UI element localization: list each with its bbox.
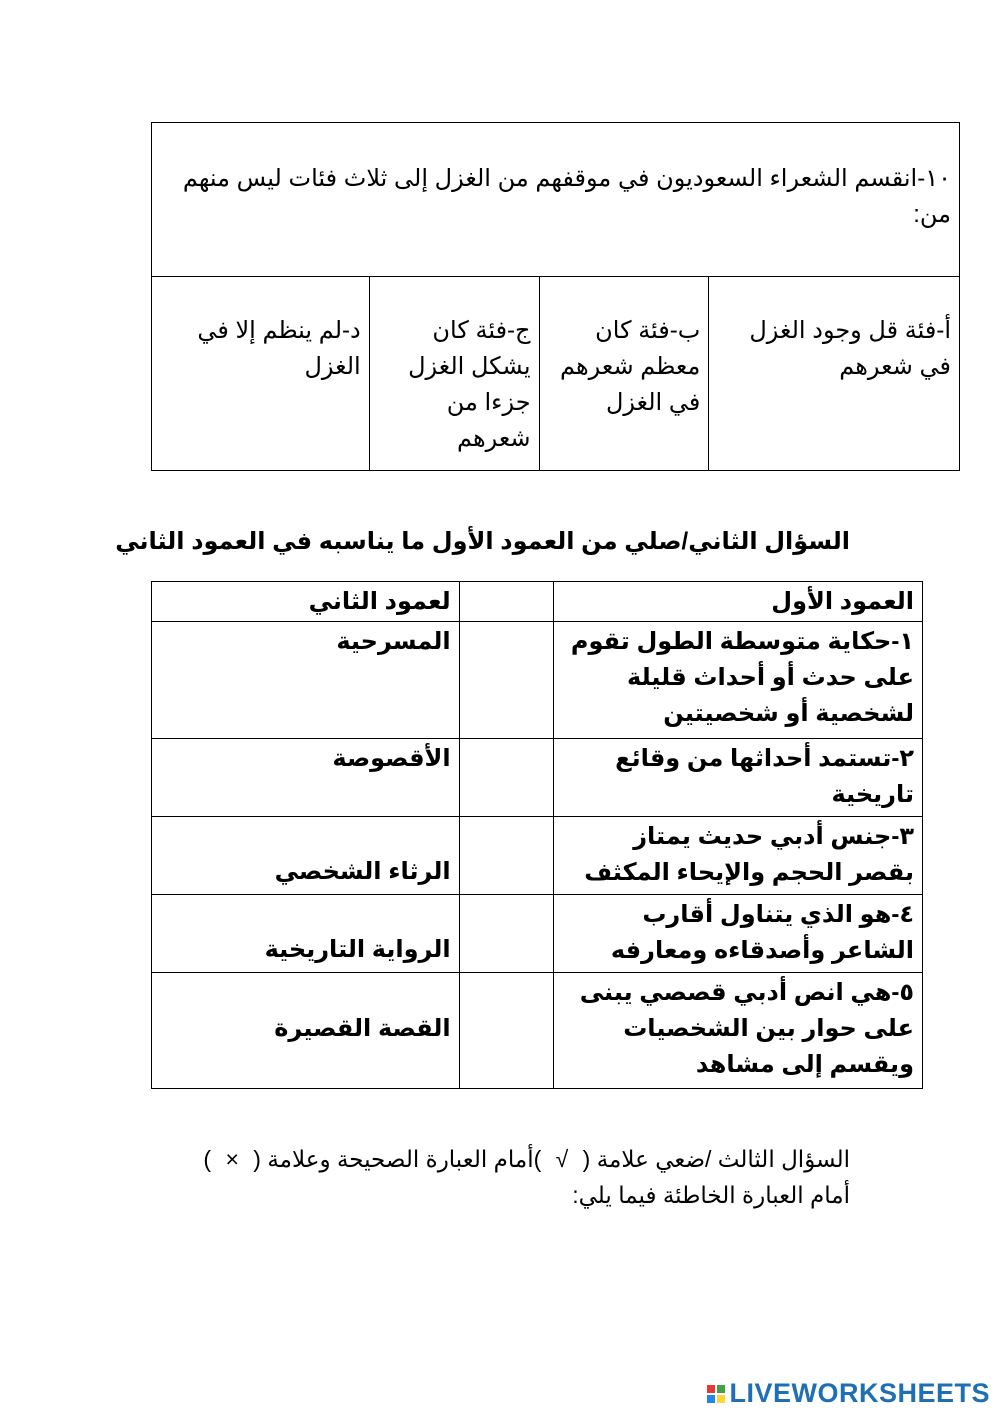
column-2-item: القصة القصيرة — [152, 973, 460, 1089]
header-column-2: لعمود الثاني — [152, 582, 460, 622]
answer-blank[interactable] — [459, 895, 554, 973]
section-3 — [130, 1141, 850, 1213]
check-symbol: √ — [555, 1146, 569, 1172]
option-c: ج-فئة كان يشكل الغزل جزءا من شعرهم — [369, 277, 539, 471]
option-b: ب-فئة كان معظم شعرهم في الغزل — [539, 277, 709, 471]
answer-blank[interactable] — [459, 739, 554, 817]
header-column-1: العمود الأول — [554, 582, 923, 622]
column-2-item: المسرحية — [152, 622, 460, 739]
column-2-item: الرواية التاريخية — [152, 895, 460, 973]
column-2-item: الأقصوصة — [152, 739, 460, 817]
cross-symbol: × — [225, 1146, 239, 1172]
question-10-table — [151, 122, 960, 471]
section-3-line-2: أمام العبارة الخاطئة فيما يلي: — [572, 1182, 850, 1208]
question-10-text: ١٠-انقسم الشعراء السعوديون في موقفهم من الغزل إلى ثلاث فئات ليس منهم من: — [152, 123, 960, 277]
answer-blank-header — [459, 582, 554, 622]
section-3-text: )أمام العبارة الصحيحة وعلامة ( — [253, 1146, 542, 1172]
option-d: د-لم ينظم إلا في الغزل — [152, 277, 370, 471]
logo-mark-icon — [707, 1385, 725, 1403]
column-1-item: ١-حكاية متوسطة الطول تقوم على حدث أو أحداث قليلة لشخصية أو شخصيتين — [554, 622, 923, 739]
column-1-item: ٥-هي انص أدبي قصصي يبنى على حوار بين الشخصيات ويقسم إلى مشاهد — [554, 973, 923, 1089]
answer-blank[interactable] — [459, 622, 554, 739]
logo-text: LIVEWORKSHEETS — [729, 1378, 990, 1408]
section-3-line-1 — [130, 1141, 850, 1177]
matching-table — [151, 581, 923, 1089]
section-3-text: ) — [203, 1146, 212, 1172]
answer-blank[interactable] — [459, 817, 554, 895]
column-1-item: ٣-جنس أدبي حديث يمتاز بقصر الحجم والإيحاء المكثف — [554, 817, 923, 895]
liveworksheets-logo — [707, 1380, 990, 1407]
column-1-item: ٤-هو الذي يتناول أقارب الشاعر وأصدقاءه ومعارفه — [554, 895, 923, 973]
answer-blank[interactable] — [459, 973, 554, 1089]
section-3-text: السؤال الثالث /ضعي علامة ( — [582, 1146, 850, 1172]
option-a: أ-فئة قل وجود الغزل في شعرهم — [709, 277, 960, 471]
column-1-item: ٢-تستمد أحداثها من وقائع تاريخية — [554, 739, 923, 817]
section-2-title: السؤال الثاني/صلي من العمود الأول ما يناسبه في العمود الثاني — [115, 528, 850, 555]
column-2-item: الرثاء الشخصي — [152, 817, 460, 895]
